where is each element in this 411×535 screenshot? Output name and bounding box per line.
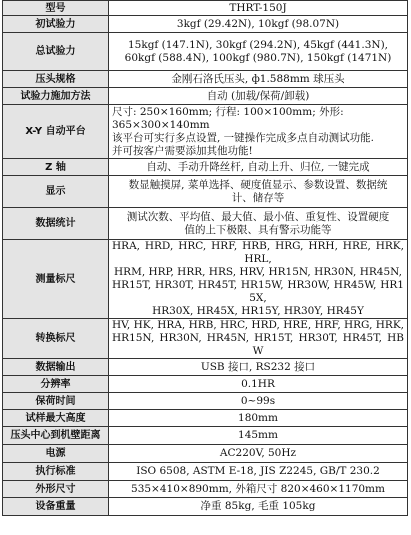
spec-value-line: 尺寸: 250×160mm; 行程: 100×100mm; 外形: <box>112 105 344 118</box>
table-row <box>3 498 408 516</box>
table-row <box>3 410 408 427</box>
table-row <box>3 71 408 88</box>
spec-value <box>109 376 408 393</box>
spec-label: 初试验力 <box>3 16 109 33</box>
spec-value <box>109 33 408 71</box>
spec-value <box>109 176 408 208</box>
spec-value <box>109 105 408 159</box>
spec-table <box>2 0 408 516</box>
spec-value-line: 净重 85kg, 毛重 105kg <box>200 500 316 512</box>
table-row <box>3 33 408 71</box>
spec-value <box>109 16 408 33</box>
spec-label: 数据输出 <box>3 359 109 376</box>
spec-value-line: 自动 (加载/保荷/卸载) <box>206 89 310 102</box>
spec-value-line: 自动、手动升降丝杆, 自动上升、归位, 一键完成 <box>146 160 370 173</box>
spec-label: 执行标准 <box>3 463 109 481</box>
spec-value <box>109 71 408 88</box>
spec-value <box>109 393 408 410</box>
table-row <box>3 159 408 176</box>
table-row <box>3 176 408 208</box>
spec-value-line: 180mm <box>238 411 278 424</box>
table-row <box>3 319 408 359</box>
spec-label: 设备重量 <box>3 498 109 516</box>
spec-value-line: 测试次数、平均值、最大值、最小值、重复性、设置硬度 <box>126 210 390 223</box>
spec-value <box>109 463 408 481</box>
spec-value-line: 0~99s <box>240 394 276 407</box>
spec-value-line: HV, HK, HRA, HRB, HRC, HRD, HRE, HRF, HRG, HRK, <box>112 319 404 331</box>
table-row <box>3 16 408 33</box>
spec-value-line: 并可按客户需要添加其他功能! <box>112 144 253 157</box>
spec-value-line: 15kgf (147.1N), 30kgf (294.2N), 45kgf (441.3N), <box>127 38 388 51</box>
spec-label: 显示 <box>3 176 109 208</box>
spec-label: 转换标尺 <box>3 319 109 359</box>
spec-value <box>109 240 408 319</box>
spec-label: 试样最大高度 <box>3 410 109 427</box>
spec-value-line: HR30X, HR45X, HR15Y, HR30Y, HR45Y <box>152 305 364 317</box>
spec-value <box>109 498 408 516</box>
spec-label: 数据统计 <box>3 208 109 240</box>
table-row <box>3 427 408 445</box>
table-row <box>3 359 408 376</box>
spec-label: Z 轴 <box>3 159 109 176</box>
table-row <box>3 105 408 159</box>
spec-label: 型号 <box>3 1 109 16</box>
spec-value <box>109 319 408 359</box>
table-row <box>3 445 408 463</box>
spec-label: 测量标尺 <box>3 240 109 319</box>
spec-value-line: 535×410×890mm, 外箱尺寸 820×460×1170mm <box>131 482 385 495</box>
table-row <box>3 393 408 410</box>
spec-value-line: 3kgf (29.42N), 10kgf (98.07N) <box>176 17 340 30</box>
spec-value-line: AC220V, 50Hz <box>219 447 297 459</box>
spec-value <box>109 359 408 376</box>
spec-value <box>109 159 408 176</box>
spec-value <box>109 208 408 240</box>
spec-value-line: THRT-150J <box>229 1 287 14</box>
spec-value-line: 计、储存等 <box>231 191 285 204</box>
spec-value-line: HRA, HRD, HRC, HRF, HRB, HRG, HRH, HRE, HRK, HRL, <box>112 240 404 265</box>
spec-label: X-Y 自动平台 <box>3 105 109 159</box>
spec-label: 电源 <box>3 445 109 463</box>
spec-label: 外形尺寸 <box>3 481 109 498</box>
spec-value-line: 145mm <box>238 429 278 441</box>
spec-value <box>109 481 408 498</box>
spec-value-line: 0.1HR <box>241 377 275 390</box>
spec-value-line: 金刚石洛氏压头, ф1.588mm 球压头 <box>171 72 345 85</box>
spec-value-line: 该平台可实行多点设置, 一键操作完成多点自动测试功能. <box>112 131 375 144</box>
spec-label: 压头中心到机壁距离 <box>3 427 109 445</box>
table-row <box>3 240 408 319</box>
spec-value <box>109 410 408 427</box>
spec-value-line: HR15N, HR30N, HR45N, HR15T, HR30T, HR45T, HBW <box>112 332 404 357</box>
spec-value-line: 值的上下极限、具有警示功能等 <box>184 223 332 236</box>
spec-label: 保荷时间 <box>3 393 109 410</box>
spec-value <box>109 88 408 105</box>
spec-label: 分辨率 <box>3 376 109 393</box>
table-row <box>3 481 408 498</box>
spec-value-line: HR15T, HR30T, HR45T, HR15W, HR30W, HR45W, HR15X, <box>112 279 404 304</box>
spec-label: 压头规格 <box>3 71 109 88</box>
spec-value <box>109 427 408 445</box>
table-row <box>3 208 408 240</box>
spec-label: 试验力施加方法 <box>3 88 109 105</box>
spec-value <box>109 445 408 463</box>
table-row <box>3 376 408 393</box>
spec-value-line: ISO 6508, ASTM E-18, JIS Z2245, GB/T 230.2 <box>136 465 380 477</box>
spec-value-line: 60kgf (588.4N), 100kgf (980.7N), 150kgf (1471N) <box>124 51 392 64</box>
spec-value <box>109 1 408 16</box>
table-row <box>3 88 408 105</box>
spec-value-line: HRM, HRP, HRR, HRS, HRV, HR15N, HR30N, HR45N, <box>114 266 402 278</box>
table-row <box>3 1 408 16</box>
table-row <box>3 463 408 481</box>
spec-label: 总试验力 <box>3 33 109 71</box>
spec-value-line: 365×300×140mm <box>112 118 210 131</box>
spec-value-line: USB 接口, RS232 接口 <box>200 360 316 373</box>
spec-value-line: 数显触摸屏, 菜单选择、硬度值显示、参数设置、数据统 <box>128 178 388 191</box>
